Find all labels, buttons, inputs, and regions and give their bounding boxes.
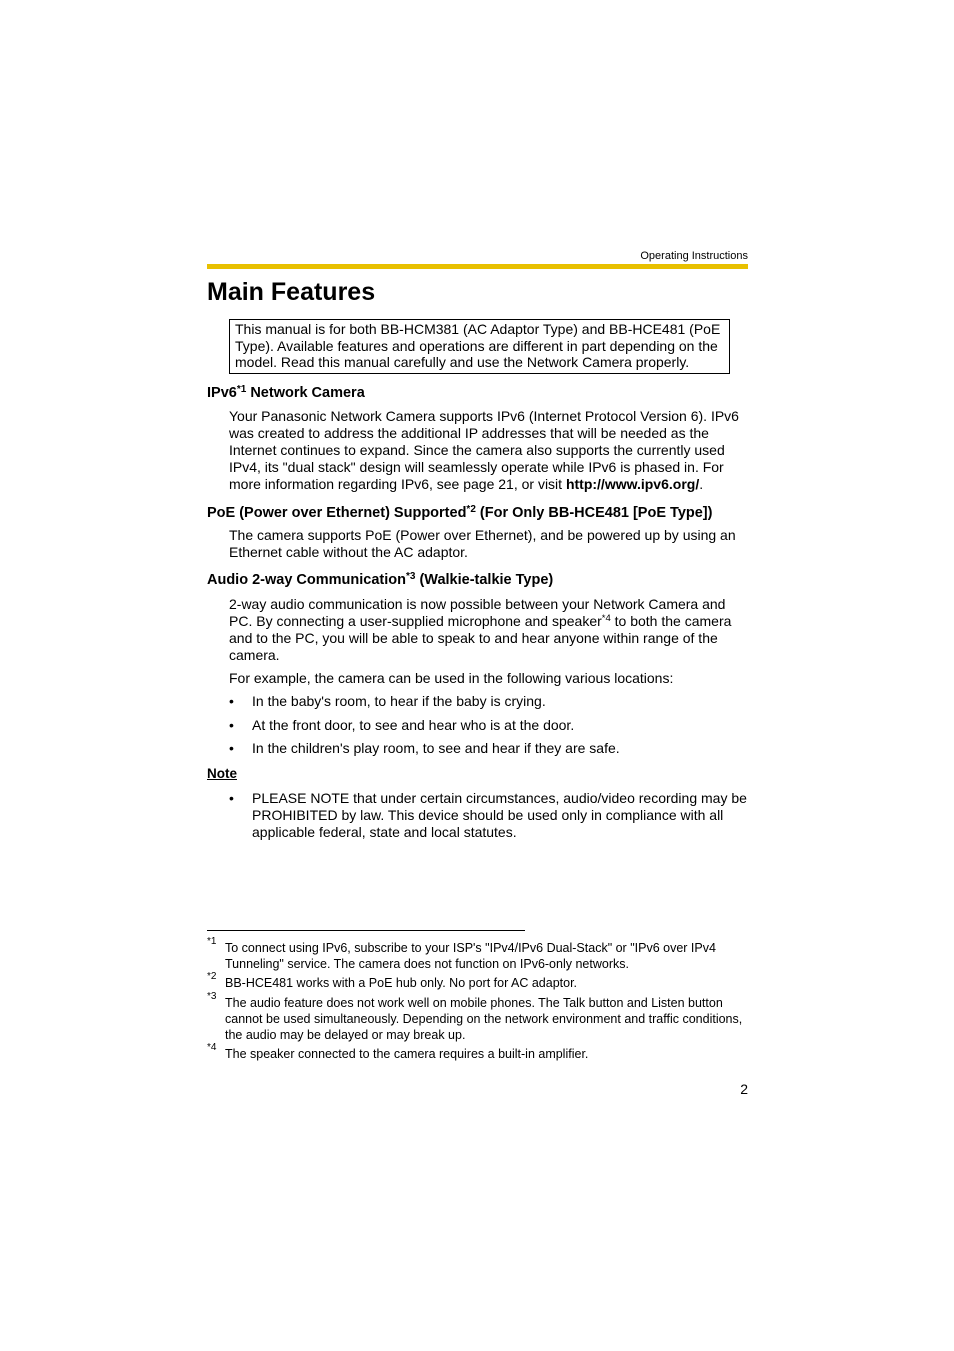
note-item — [229, 790, 748, 841]
section-heading-poe — [207, 504, 712, 522]
list-item-text: At the front door, to see and hear who is at the door. — [252, 717, 575, 733]
body-text: to both the camera and to the PC, you will be able to speak to and hear anyone within range of the camera. — [229, 613, 732, 663]
heading-text: Network Camera — [246, 385, 365, 401]
footnote-mark: *2 — [207, 971, 217, 982]
heading-text: IPv6 — [207, 385, 237, 401]
page-title: Main Features — [207, 278, 376, 306]
footnote-2 — [207, 971, 748, 991]
footnote-mark: *1 — [207, 936, 217, 947]
footnote-1 — [207, 936, 748, 972]
footnote-mark: *3 — [207, 991, 217, 1002]
list-item — [229, 740, 748, 757]
bullet-icon: • — [229, 790, 234, 806]
example-intro: For example, the camera can be used in the following various locations: — [229, 670, 674, 686]
footnote-ref: *2 — [466, 504, 476, 515]
section-heading-ipv6 — [207, 384, 365, 402]
footnote-ref: *1 — [236, 384, 247, 395]
section-heading-audio — [207, 571, 553, 589]
heading-text: PoE (Power over Ethernet) Supported — [207, 505, 467, 521]
list-item-text: In the baby's room, to hear if the baby is crying. — [252, 693, 546, 709]
footnote-3 — [207, 991, 748, 1043]
heading-text: (Walkie-talkie Type) — [415, 572, 554, 588]
bullet-icon: • — [229, 740, 234, 756]
heading-text: (For Only BB-HCE481 [PoE Type]) — [475, 505, 713, 521]
body-text: . — [699, 476, 704, 492]
bullet-icon: • — [229, 717, 234, 733]
section-body-ipv6 — [229, 408, 748, 493]
list-item — [229, 693, 748, 710]
heading-text: Audio 2-way Communication — [207, 572, 406, 588]
notice-box: This manual is for both BB-HCM381 (AC Adaptor Type) and BB-HCE481 (PoE Type). Available features and operations are different in part depending on the model. Read this manual carefully and use the Network Camera properly. — [229, 319, 730, 374]
footnote-text: The speaker connected to the camera requires a built-in amplifier. — [225, 1047, 589, 1061]
section-body-poe: The camera supports PoE (Power over Ethernet), and be powered up by using an Ethernet cable without the AC adaptor. — [229, 527, 736, 560]
footnote-ref: *4 — [601, 613, 611, 624]
page-number: 2 — [740, 1081, 748, 1097]
footnote-text: To connect using IPv6, subscribe to your ISP's "IPv4/IPv6 Dual-Stack" or "IPv6 over IPv4 Tunneling" service. The camera does not function on IPv6-only networks. — [225, 941, 716, 971]
ipv6-link[interactable]: http://www.ipv6.org/ — [565, 476, 700, 492]
footnote-4 — [207, 1042, 748, 1062]
note-heading: Note — [207, 766, 237, 781]
list-item — [229, 717, 748, 734]
note-text: PLEASE NOTE that under certain circumstances, audio/video recording may be PROHIBITED by law. This device should be used only in compliance with all applicable federal, state and local statutes. — [252, 790, 747, 840]
bullet-icon: • — [229, 693, 234, 709]
footnote-rule — [207, 930, 525, 931]
footnote-mark: *4 — [207, 1042, 217, 1053]
footnote-ref: *3 — [406, 571, 416, 582]
body-text: 2-way audio communication is now possible between your Network Camera and PC. By connecting a user-supplied microphone and speaker — [229, 596, 726, 629]
footnote-text: The audio feature does not work well on mobile phones. The Talk button and Listen button cannot be used simultaneously. Depending on the network environment and traffic conditions, the audio may be delayed or may break up. — [225, 996, 743, 1042]
running-header: Operating Instructions — [640, 250, 748, 262]
body-text: Your Panasonic Network Camera supports IPv6 (Internet Protocol Version 6). IPv6 was created to address the additional IP addresses that will be needed as the Internet continues to expand. Since the camera also supports the currently used IPv4, its "dual stack" design will seamlessly operate while IPv6 is phased in. For more information regarding IPv6, see page 21, or visit — [229, 408, 739, 492]
header-rule — [207, 264, 748, 269]
section-body-audio — [229, 596, 748, 664]
footnote-text: BB-HCE481 works with a PoE hub only. No port for AC adaptor. — [225, 976, 578, 990]
list-item-text: In the children's play room, to see and hear if they are safe. — [252, 740, 620, 756]
